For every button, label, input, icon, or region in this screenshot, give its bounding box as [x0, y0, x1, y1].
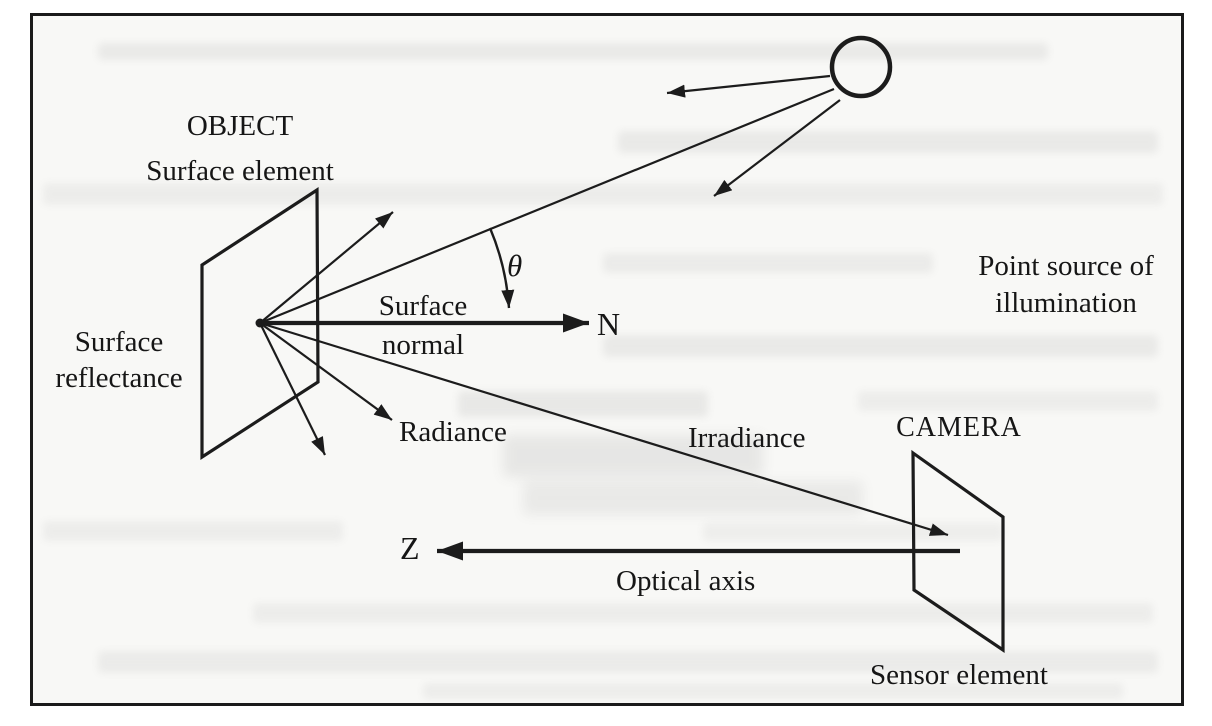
reflected-ray-down: [260, 323, 325, 455]
irradiance-label: Irradiance: [688, 422, 806, 454]
object-label-block: [115, 104, 365, 194]
point-source-label: Point source of illumination: [978, 250, 1154, 319]
surface-normal-label: Surface normal: [378, 290, 468, 361]
theta-label: θ: [507, 248, 523, 283]
z-axis-label: Z: [400, 530, 420, 566]
camera-label: CAMERA: [896, 412, 1022, 443]
sensor-element-label: Sensor element: [870, 659, 1048, 691]
object-label: OBJECT: [186, 110, 294, 142]
radiance-label: Radiance: [399, 416, 507, 448]
normal-vector-label: N: [597, 306, 621, 342]
light-ray-left: [667, 76, 830, 93]
surface-element-label: Surface element: [146, 155, 334, 187]
optical-axis-label: Optical axis: [616, 565, 756, 597]
surface-reflectance-label: Surface reflectance: [55, 326, 183, 394]
light-ray-down: [714, 100, 840, 196]
point-source-circle: [832, 38, 890, 96]
